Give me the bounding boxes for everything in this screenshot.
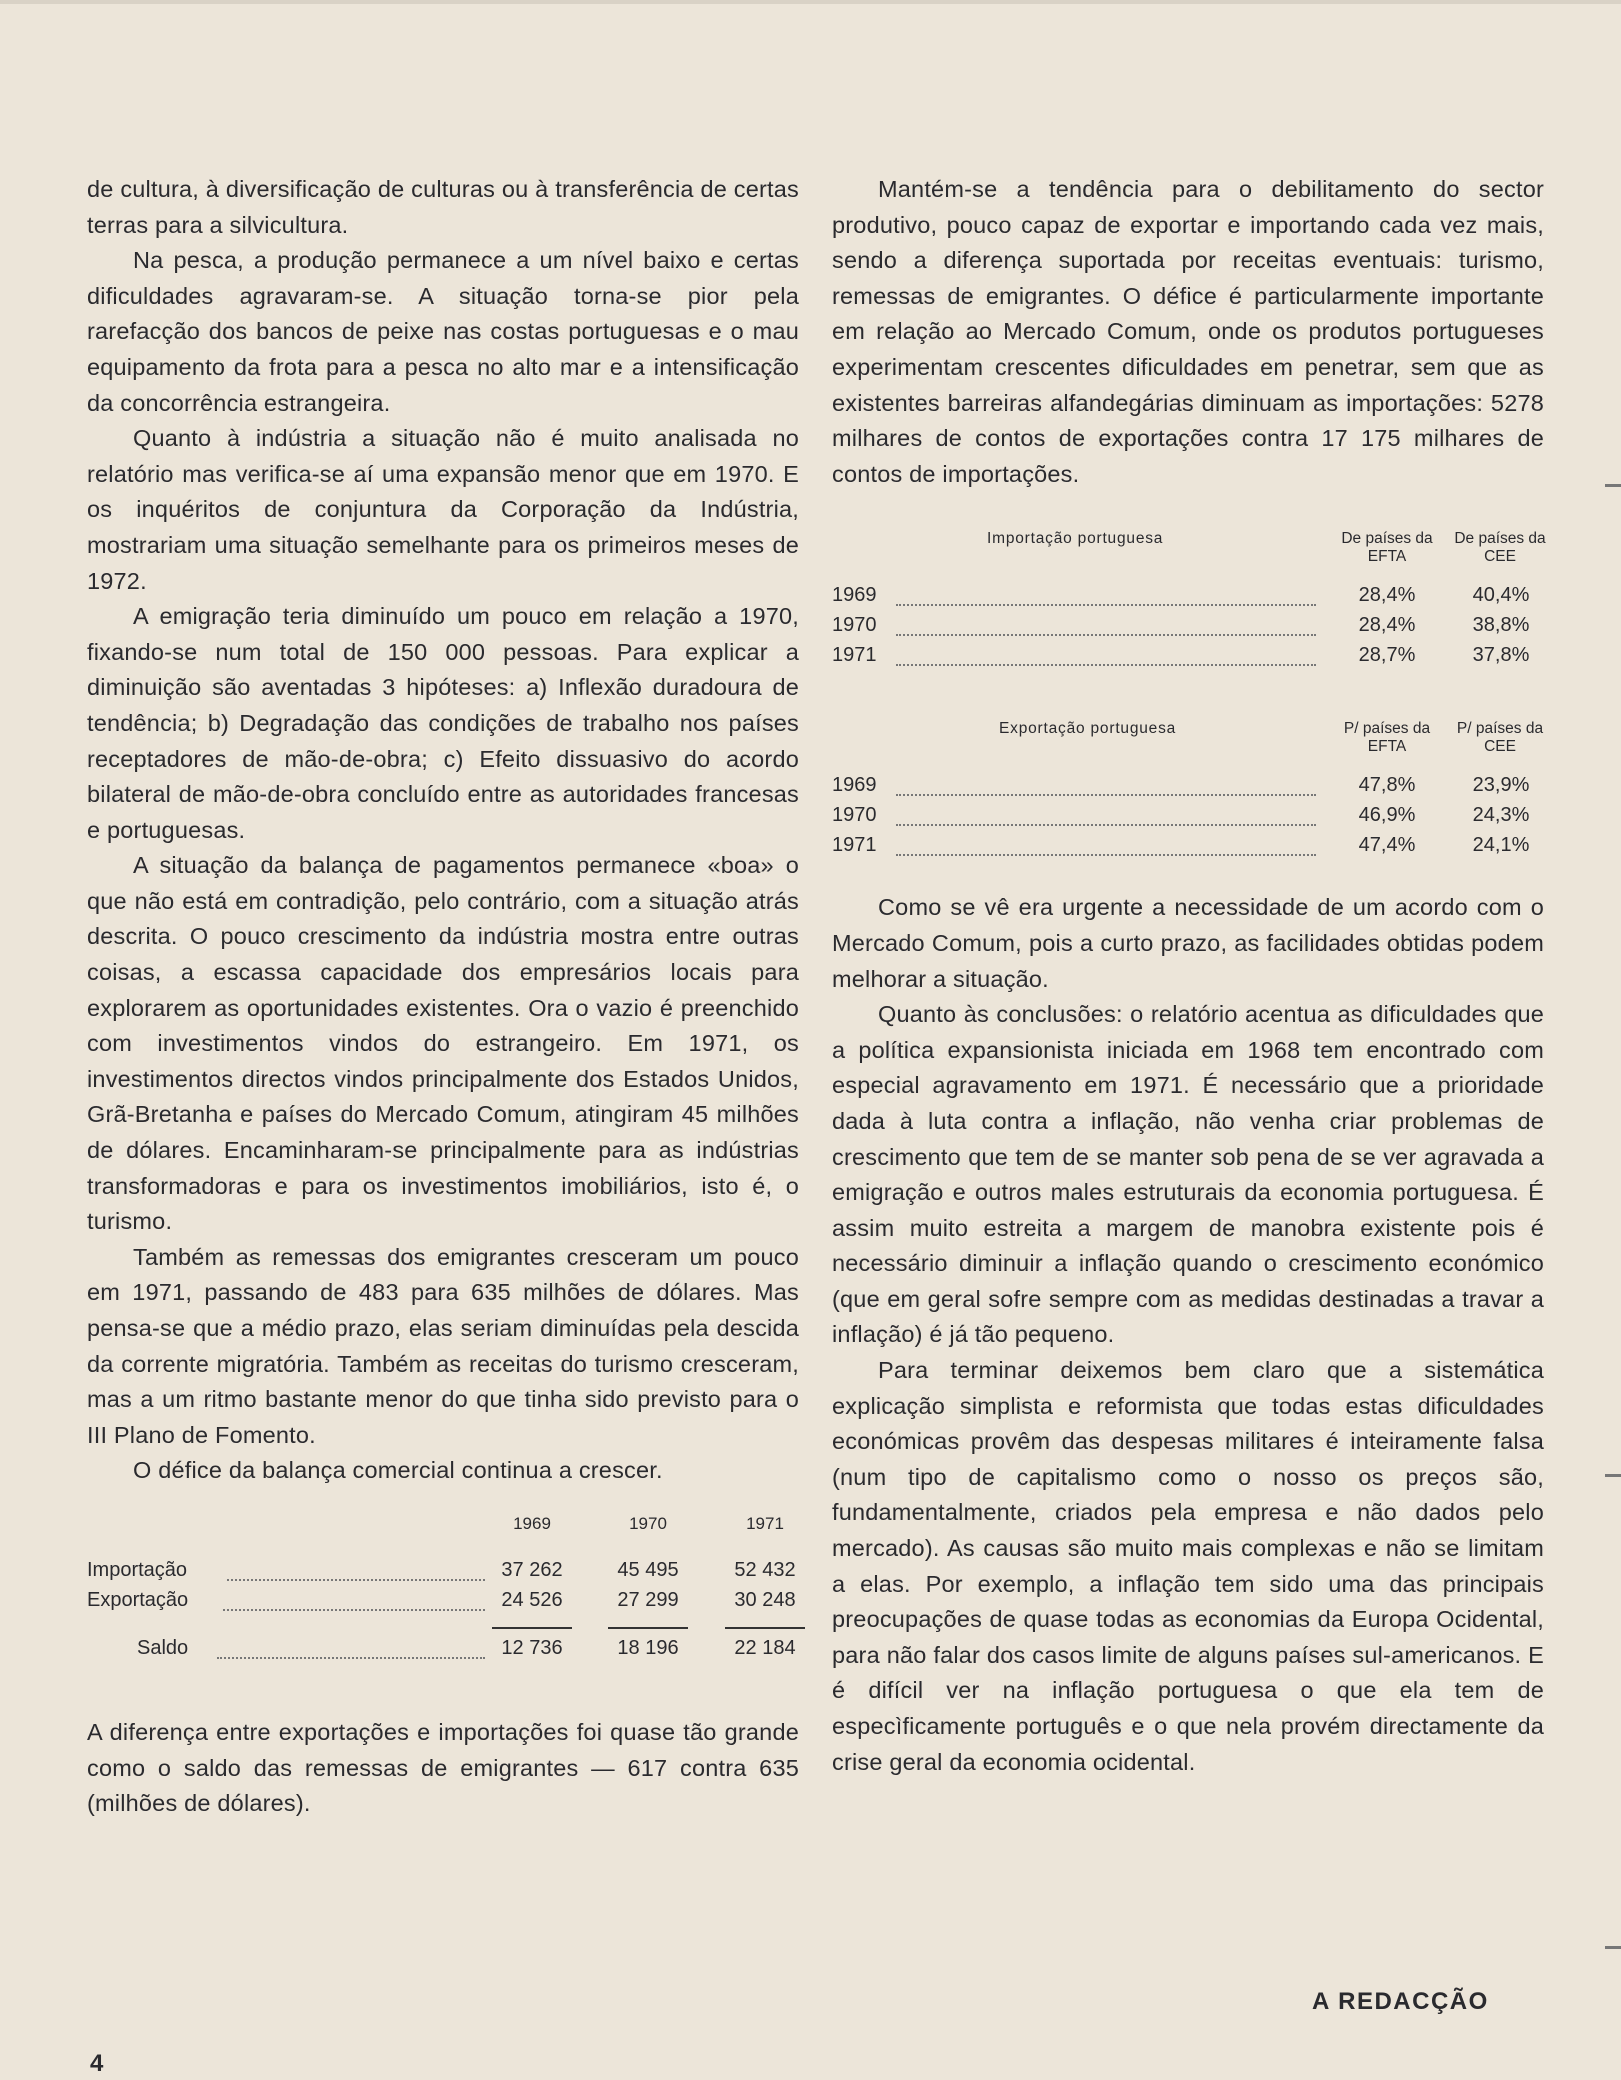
import-row	[832, 584, 1544, 614]
leader-dots	[896, 634, 1316, 636]
leader-dots	[896, 824, 1316, 826]
column-header-cee: P/ países da CEE	[1456, 720, 1544, 756]
value-cell: 45 495	[617, 1558, 679, 1581]
import-row	[832, 644, 1544, 674]
left-paragraph-1: de cultura, à diversificação de culturas ou à transferência de certas terras para a silvicultura.	[87, 176, 799, 238]
margin-mark	[1605, 484, 1621, 487]
leader-dots	[227, 1579, 485, 1581]
column-header-efta: De países da EFTA	[1341, 530, 1433, 566]
left-paragraph-remittances: Também as remessas dos emigrantes cresceram um pouco em 1971, passando de 483 para 635 milhões de dólares. Mas pensa-se que a médio prazo, elas seriam diminuídas pela descida da corrente migratória. Também as receitas do turismo cresceram, mas a um ritmo bastante menor do que tinha sido previsto para o III Plano de Fomento.	[87, 1243, 799, 1448]
cee-share: 24,3%	[1472, 804, 1530, 827]
left-column	[87, 172, 799, 1822]
year-label: 1970	[832, 804, 877, 827]
table-title: Exportação portuguesa	[999, 720, 1177, 738]
sum-rule	[725, 1627, 805, 1629]
margin-mark	[1605, 1946, 1621, 1949]
leader-dots	[896, 664, 1316, 666]
value-cell: 30 248	[734, 1588, 796, 1611]
year-label: 1969	[832, 774, 877, 797]
efta-share: 47,8%	[1358, 774, 1416, 797]
left-paragraph-fishing: Na pesca, a produção permanece a um nível baixo e certas dificuldades agravaram-se. A situação torna-se pior pela rarefacção dos bancos de peixe nas costas portuguesas e o mau equipamento da frota para a pesca no alto mar e a intensificação da concorrência estrangeira.	[87, 247, 799, 416]
signature: A REDACÇÃO	[1312, 1988, 1489, 2015]
value-cell: 12 736	[501, 1636, 563, 1659]
row-label: Saldo	[137, 1636, 189, 1659]
left-paragraph-payments-balance: A situação da balança de pagamentos permanece «boa» o que não está em contradição, pelo contrário, com a situação atrás descrita. O pouco crescimento da indústria mostra entre outras coisas, a escassa capacidade dos empresários locais para explorarem as oportunidades existentes. Ora o vazio é preenchido com investimentos vindos do estrangeiro. Em 1971, os investimentos directos vindos principalmente dos Estados Unidos, Grã-Bretanha e países do Mercado Comum, atingiram 45 milhões de dólares. Encaminharam-se principalmente para as indústrias transformadoras e para os investimentos imobiliários, isto é, o turismo.	[87, 852, 799, 1235]
left-paragraph-trade-deficit: O défice da balança comercial continua a crescer.	[133, 1457, 663, 1484]
year-label: 1969	[832, 584, 877, 607]
page-number: 4	[90, 2050, 104, 2077]
efta-share: 47,4%	[1358, 834, 1416, 857]
export-row	[832, 834, 1544, 864]
export-row	[832, 804, 1544, 834]
cee-share: 38,8%	[1472, 614, 1530, 637]
efta-share: 28,4%	[1358, 584, 1416, 607]
cee-share: 24,1%	[1472, 834, 1530, 857]
right-paragraph-common-market: Como se vê era urgente a necessidade de um acordo com o Mercado Comum, pois a curto prazo, as facilidades obtidas podem melhorar a situação.	[832, 894, 1544, 992]
import-share-table	[832, 530, 1544, 670]
right-paragraph-closing: Para terminar deixemos bem claro que a sistemática explicação simplista e reformista que todas estas dificuldades económicas provêm das despesas militares é inteiramente falsa (num tipo de capitalismo como o nosso os preços são, fundamentalmente, criados pela empresa e não dados pelo mercado). As causas são muito mais complexas e não se limitam a elas. Por exemplo, a inflação tem sido uma das principais preocupações de quase todas as economias da Europa Ocidental, para não falar dos casos limite de alguns países sul-americanos. E é difícil ver na inflação portuguesa o que ela tem de especìficamente português e o que nela provém directamente da crise geral da economia ocidental.	[832, 1357, 1544, 1775]
right-paragraph-conclusions: Quanto às conclusões: o relatório acentua as dificuldades que a política expansionista iniciada em 1968 tem encontrado com especial agravamento em 1971. É necessário que a prioridade dada à luta contra a inflação, não venha criar problemas de crescimento que tem de se manter sob pena de se ver agravada a emigração e outros males estruturais da economia portuguesa. É assim muito estreita a margem de manobra existente pois é necessário diminuir a inflação quando o crescimento económico (que em geral sofre sempre com as medidas destinadas a travar a inflação) é já tão pequeno.	[832, 1001, 1544, 1348]
column-header-cee: De países da CEE	[1454, 530, 1546, 566]
left-paragraph-emigration: A emigração teria diminuído um pouco em relação a 1970, fixando-se num total de 150 000 pessoas. Para explicar a diminuição são aventadas 3 hipóteses: a) Inflexão duradoura de tendência; b) Degradação das condições de trabalho nos países receptadores de mão-de-obra; c) Efeito dissuasivo do acordo bilateral de mão-de-obra concluído entre as autoridades francesas e portuguesas.	[87, 603, 799, 843]
value-cell: 24 526	[501, 1588, 563, 1611]
leader-dots	[896, 604, 1316, 606]
balance-row-imports	[87, 1559, 799, 1589]
cee-share: 23,9%	[1472, 774, 1530, 797]
year-label: 1971	[832, 644, 877, 667]
year-label: 1970	[832, 614, 877, 637]
sum-rule	[492, 1627, 572, 1629]
margin-mark	[1605, 1474, 1621, 1477]
left-paragraph-industry: Quanto à indústria a situação não é muito analisada no relatório mas verifica-se aí uma expansão menor que em 1970. E os inquéritos de conjuntura da Corporação da Indústria, mostrariam uma situação semelhante para os primeiros meses de 1972.	[87, 425, 799, 594]
page-top-edge	[0, 0, 1621, 4]
row-label: Importação	[87, 1558, 188, 1581]
import-row	[832, 614, 1544, 644]
sum-rule	[608, 1627, 688, 1629]
value-cell: 27 299	[617, 1588, 679, 1611]
left-paragraph-difference: A diferença entre exportações e importações foi quase tão grande como o saldo das remessas de emigrantes — 617 contra 635 (milhões de dólares).	[87, 1718, 799, 1817]
leader-dots	[896, 794, 1316, 796]
export-share-table	[832, 720, 1544, 860]
value-cell: 52 432	[734, 1558, 796, 1581]
efta-share: 28,4%	[1358, 614, 1416, 637]
leader-dots	[217, 1657, 485, 1659]
export-row	[832, 774, 1544, 804]
value-cell: 18 196	[617, 1636, 679, 1659]
balance-year-header: 1971	[746, 1513, 784, 1533]
value-cell: 22 184	[734, 1636, 796, 1659]
row-label: Exportação	[87, 1588, 189, 1611]
efta-share: 46,9%	[1358, 804, 1416, 827]
balance-year-header: 1970	[629, 1513, 667, 1533]
right-column	[832, 172, 1544, 1780]
trade-balance-table	[87, 1515, 799, 1715]
leader-dots	[896, 854, 1316, 856]
balance-year-header: 1969	[513, 1513, 551, 1533]
value-cell: 37 262	[501, 1558, 563, 1581]
balance-row-exports	[87, 1589, 799, 1619]
right-paragraph-productive-sector: Mantém-se a tendência para o debilitamento do sector produtivo, pouco capaz de exportar e importando cada vez mais, sendo a diferença suportada por receitas eventuais: turismo, remessas de emigrantes. O défice é particularmente importante em relação ao Mercado Comum, onde os produtos portugueses experimentam crescentes dificuldades em penetrar, sem que as existentes barreiras alfandegárias diminuam as importações: 5278 milhares de contos de exportações contra 17 175 milhares de contos de importações.	[832, 176, 1544, 487]
balance-row-saldo	[87, 1637, 799, 1667]
cee-share: 40,4%	[1472, 584, 1530, 607]
table-title: Importação portuguesa	[987, 530, 1164, 548]
year-label: 1971	[832, 834, 877, 857]
leader-dots	[223, 1609, 485, 1611]
column-header-efta: P/ países da EFTA	[1343, 720, 1431, 756]
cee-share: 37,8%	[1472, 644, 1530, 667]
efta-share: 28,7%	[1358, 644, 1416, 667]
